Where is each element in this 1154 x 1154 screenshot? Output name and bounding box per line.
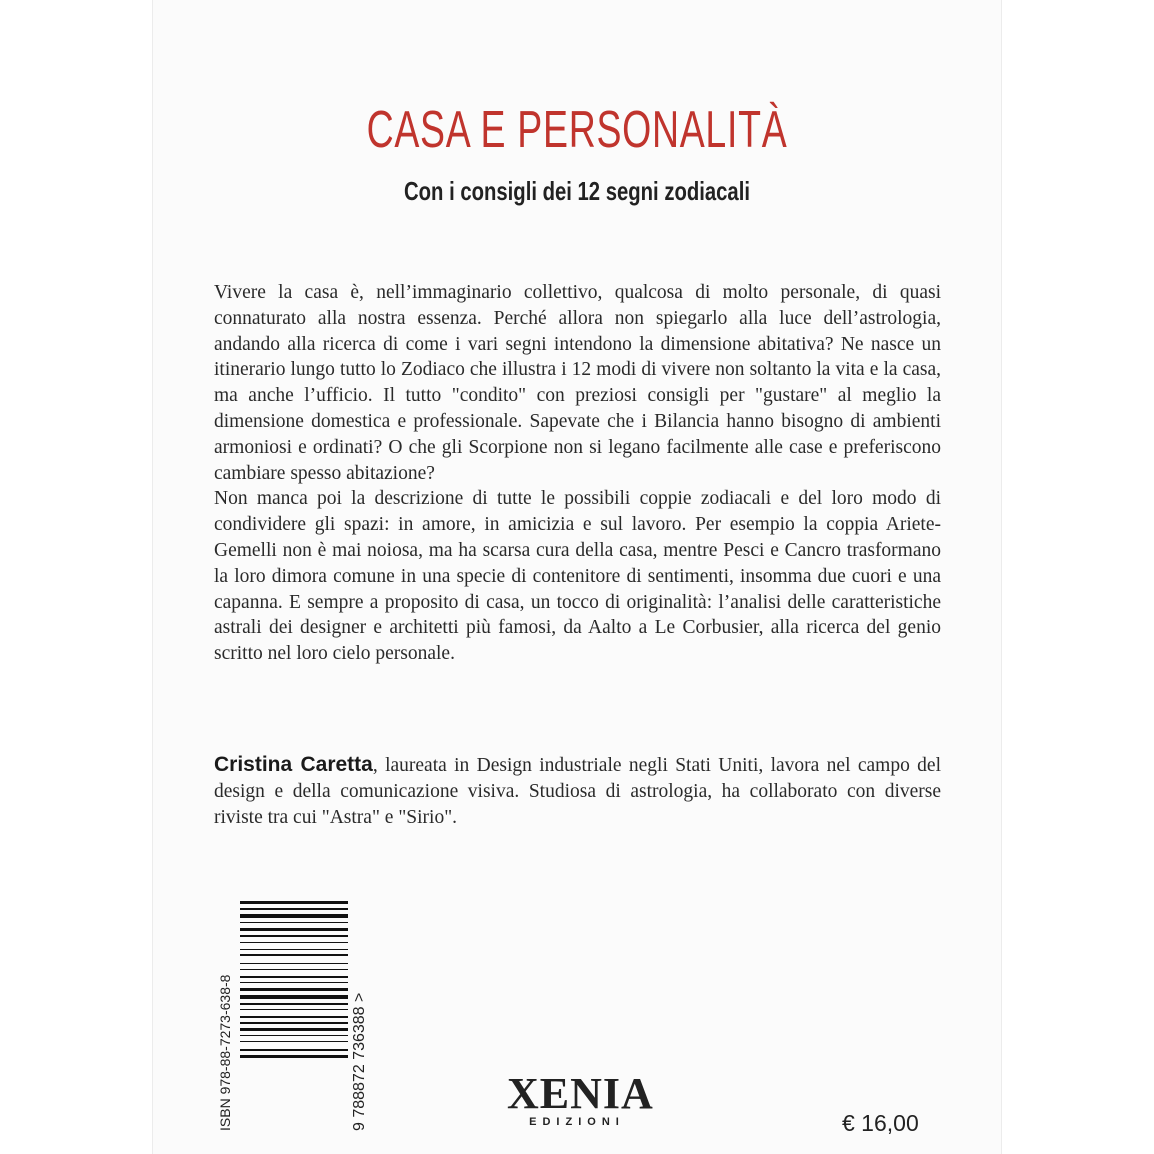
barcode-bar <box>240 1003 348 1005</box>
barcode-bar <box>240 1035 348 1036</box>
price-label: € 16,00 <box>842 1110 919 1136</box>
barcode-bar <box>240 976 348 978</box>
barcode-bar <box>240 1049 348 1051</box>
barcode-bar <box>240 922 348 923</box>
barcode-bar <box>240 995 348 999</box>
barcode-bar <box>240 901 348 904</box>
blurb-paragraph-1: Vivere la casa è, nell’immaginario collettivo, qualcosa di molto personale, di quasi connaturato alla nostra essenza. Perché allora non spiegarlo alla luce dell’astrologia, andando alla ricerca di come i vari segni intendono la dimensione abitativa? Ne nasce un itinerario lungo tutto lo Zodiaco che illustra i 12 modi di vivere non soltanto la vita e la casa, ma anche l’ufficio. Il tutto "condito" con preziosi consigli per "gustare" al meglio la dimensione domestica e professionale. Sapevate che i Bilancia hanno bisogno di ambienti armoniosi e ordinati? O che gli Scorpione non si legano facilmente alle case e preferiscono cambiare spesso abitazione? <box>214 282 941 484</box>
barcode-bar <box>240 1055 348 1058</box>
barcode-bar <box>240 1016 348 1018</box>
publisher-name: XENIA <box>507 1069 654 1118</box>
barcode-bar <box>240 942 348 943</box>
barcode-bar <box>240 949 348 950</box>
barcode-bars <box>240 901 348 1058</box>
barcode-bar <box>240 1009 348 1010</box>
barcode-bar <box>240 914 348 918</box>
barcode-digits: 9 788872 736388 > <box>351 992 368 1131</box>
book-title: CASA E PERSONALITÀ <box>366 101 788 159</box>
isbn-barcode <box>218 895 368 1135</box>
barcode-bar <box>240 988 348 991</box>
barcode-bar <box>240 963 348 964</box>
publisher-logo <box>507 1069 654 1128</box>
isbn-label: ISBN 978-88-7273-638-8 <box>218 974 233 1131</box>
back-cover <box>152 0 1002 1154</box>
blurb <box>214 280 941 667</box>
barcode-bar <box>240 954 348 956</box>
barcode-bar <box>240 969 348 970</box>
publisher-subtitle: EDIZIONI <box>529 1116 625 1128</box>
barcode-bar <box>240 1041 348 1042</box>
barcode-graphic <box>218 895 368 1135</box>
author-bio <box>214 752 941 830</box>
author-name: Cristina Caretta <box>214 753 373 776</box>
author-bio-text: , laureata in Design industriale negli Stati Uniti, lavora nel campo del design e della comunicazione visiva. Studiosa di astrologia, ha collaborato con diverse riviste tra cui "Astra" e "Sirio". <box>214 755 941 828</box>
barcode-bar <box>240 928 348 931</box>
blurb-paragraph-2: Non manca poi la descrizione di tutte le possibili coppie zodiacali e del loro modo di condividere gli spazi: in amore, in amicizia e sul lavoro. Per esempio la coppia Ariete-Gemelli non è mai noiosa, ma ha scarsa cura della casa, mentre Pesci e Cancro trasformano la loro dimora comune in una specie di contenitore di sentimenti, insomma due cuori e una capanna. E sempre a proposito di casa, un tocco di originalità: l’analisi delle caratteristiche astrali dei designer e architetti più famosi, da Aalto a Le Corbusier, alla ricerca del genio scritto nel loro cielo personale. <box>214 488 941 665</box>
barcode-bar <box>240 1022 348 1024</box>
barcode-bar <box>240 1028 348 1031</box>
book-subtitle: Con i consigli dei 12 segni zodiacali <box>404 176 750 206</box>
barcode-bar <box>240 908 348 910</box>
barcode-bar <box>240 982 348 983</box>
barcode-bar <box>240 935 348 937</box>
